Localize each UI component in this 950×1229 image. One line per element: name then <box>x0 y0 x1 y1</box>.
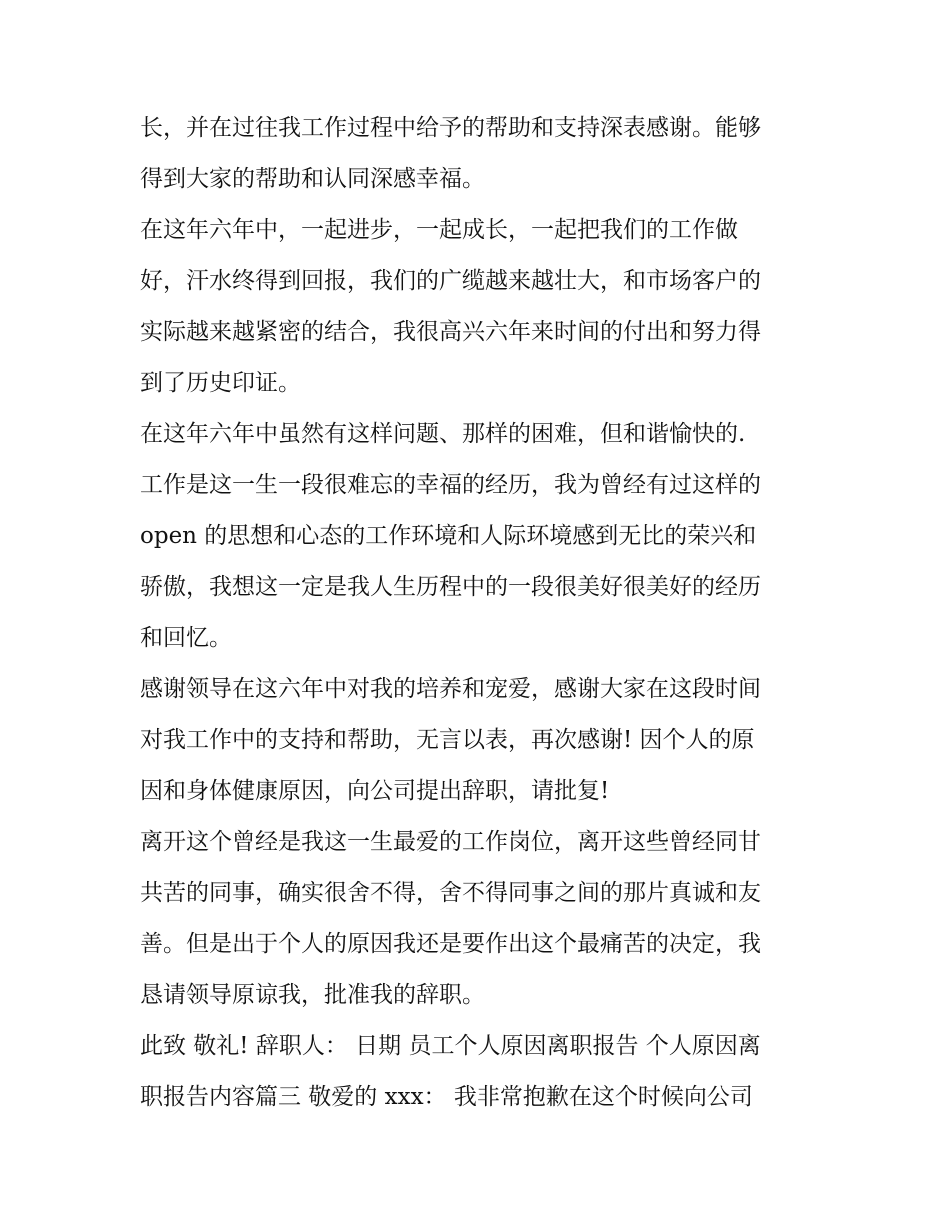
text-line: 工作是这一生一段很难忘的幸福的经历，我为曾经有过这样的 <box>140 472 761 498</box>
text-line: 离开这个曾经是我这一生最爱的工作岗位，离开这些曾经同甘 <box>140 829 761 855</box>
text-line: 和回忆。 <box>140 625 232 651</box>
text-line: 长，并在过往我工作过程中给予的帮助和支持深表感谢。能够 <box>140 115 761 141</box>
text-line: 好，汗水终得到回报，我们的广缆越来越壮大，和市场客户的 <box>140 268 761 294</box>
text-line: 在这年六年中虽然有这样问题、那样的困难，但和谐愉快的. <box>140 421 746 447</box>
text-line: 到了历史印证。 <box>140 370 301 396</box>
text-line: 此致 敬礼! 辞职人： 日期 员工个人原因离职报告 个人原因离 <box>140 1033 761 1059</box>
text-line: open 的思想和心态的工作环境和人际环境感到无比的荣兴和 <box>140 523 757 549</box>
text-line: 在这年六年中，一起进步，一起成长，一起把我们的工作做 <box>140 217 738 243</box>
text-line: 善。但是出于个人的原因我还是要作出这个最痛苦的决定，我 <box>140 931 761 957</box>
text-line: 因和身体健康原因，向公司提出辞职，请批复! <box>140 778 610 804</box>
document-body <box>140 103 820 1123</box>
text-line: 共苦的同事，确实很舍不得，舍不得同事之间的那片真诚和友 <box>140 880 761 906</box>
text-line: 职报告内容篇三 敬爱的 xxx： 我非常抱歉在这个时候向公司 <box>140 1084 753 1110</box>
text-line: 对我工作中的支持和帮助，无言以表，再次感谢! 因个人的原 <box>140 727 755 753</box>
text-line: 实际越来越紧密的结合，我很高兴六年来时间的付出和努力得 <box>140 319 761 345</box>
text-line: 恳请领导原谅我，批准我的辞职。 <box>140 982 485 1008</box>
text-line: 得到大家的帮助和认同深感幸福。 <box>140 166 485 192</box>
text-line: 感谢领导在这六年中对我的培养和宠爱，感谢大家在这段时间 <box>140 676 761 702</box>
text-line: 骄傲，我想这一定是我人生历程中的一段很美好很美好的经历 <box>140 574 761 600</box>
